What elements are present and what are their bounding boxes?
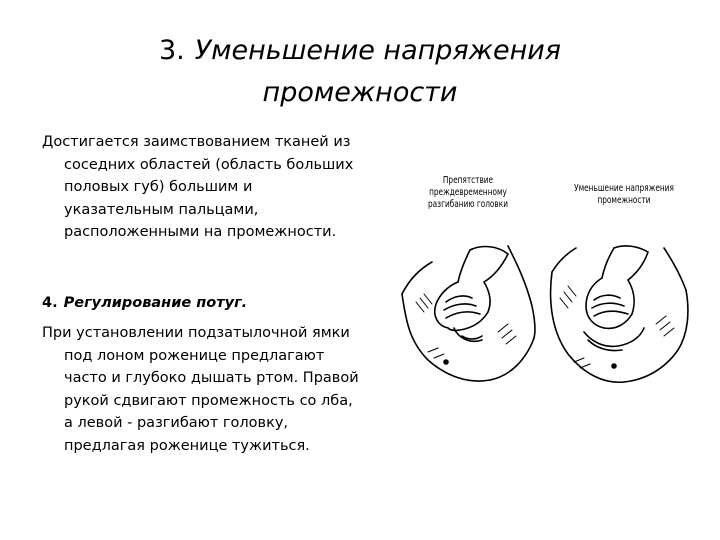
body-text — [42, 131, 362, 457]
left-illustration-caption: Препятствие преждевременному разгибанию головки — [428, 175, 508, 210]
right-illustration-caption: Уменьшение напряжения промежности — [574, 183, 674, 206]
right-hand-drawing — [544, 242, 692, 397]
heading-text: Регулирование потуг. — [63, 294, 248, 311]
obstetric-illustration — [398, 172, 698, 397]
title-text: Уменьшение напряжения промежности — [194, 35, 562, 108]
section-heading — [42, 292, 362, 315]
heading-number: 4. — [42, 294, 58, 311]
title-number: 3. — [158, 35, 185, 66]
paragraph-tissue-borrowing: Достигается заимствованием тканей из соседних областей (область больших половых губ) большим и указательным пальцами, расположенными на промежности. — [42, 134, 354, 240]
paragraph-pushing-regulation: При установлении подзатылочной ямки под лоном роженице предлагают часто и глубоко дышать ртом. Правой рукой сдвигают промежность со лба, а левой - разгибают головку, предлагая роженице тужиться. — [42, 325, 359, 454]
left-hand-drawing — [398, 242, 538, 397]
slide-title — [60, 30, 660, 114]
